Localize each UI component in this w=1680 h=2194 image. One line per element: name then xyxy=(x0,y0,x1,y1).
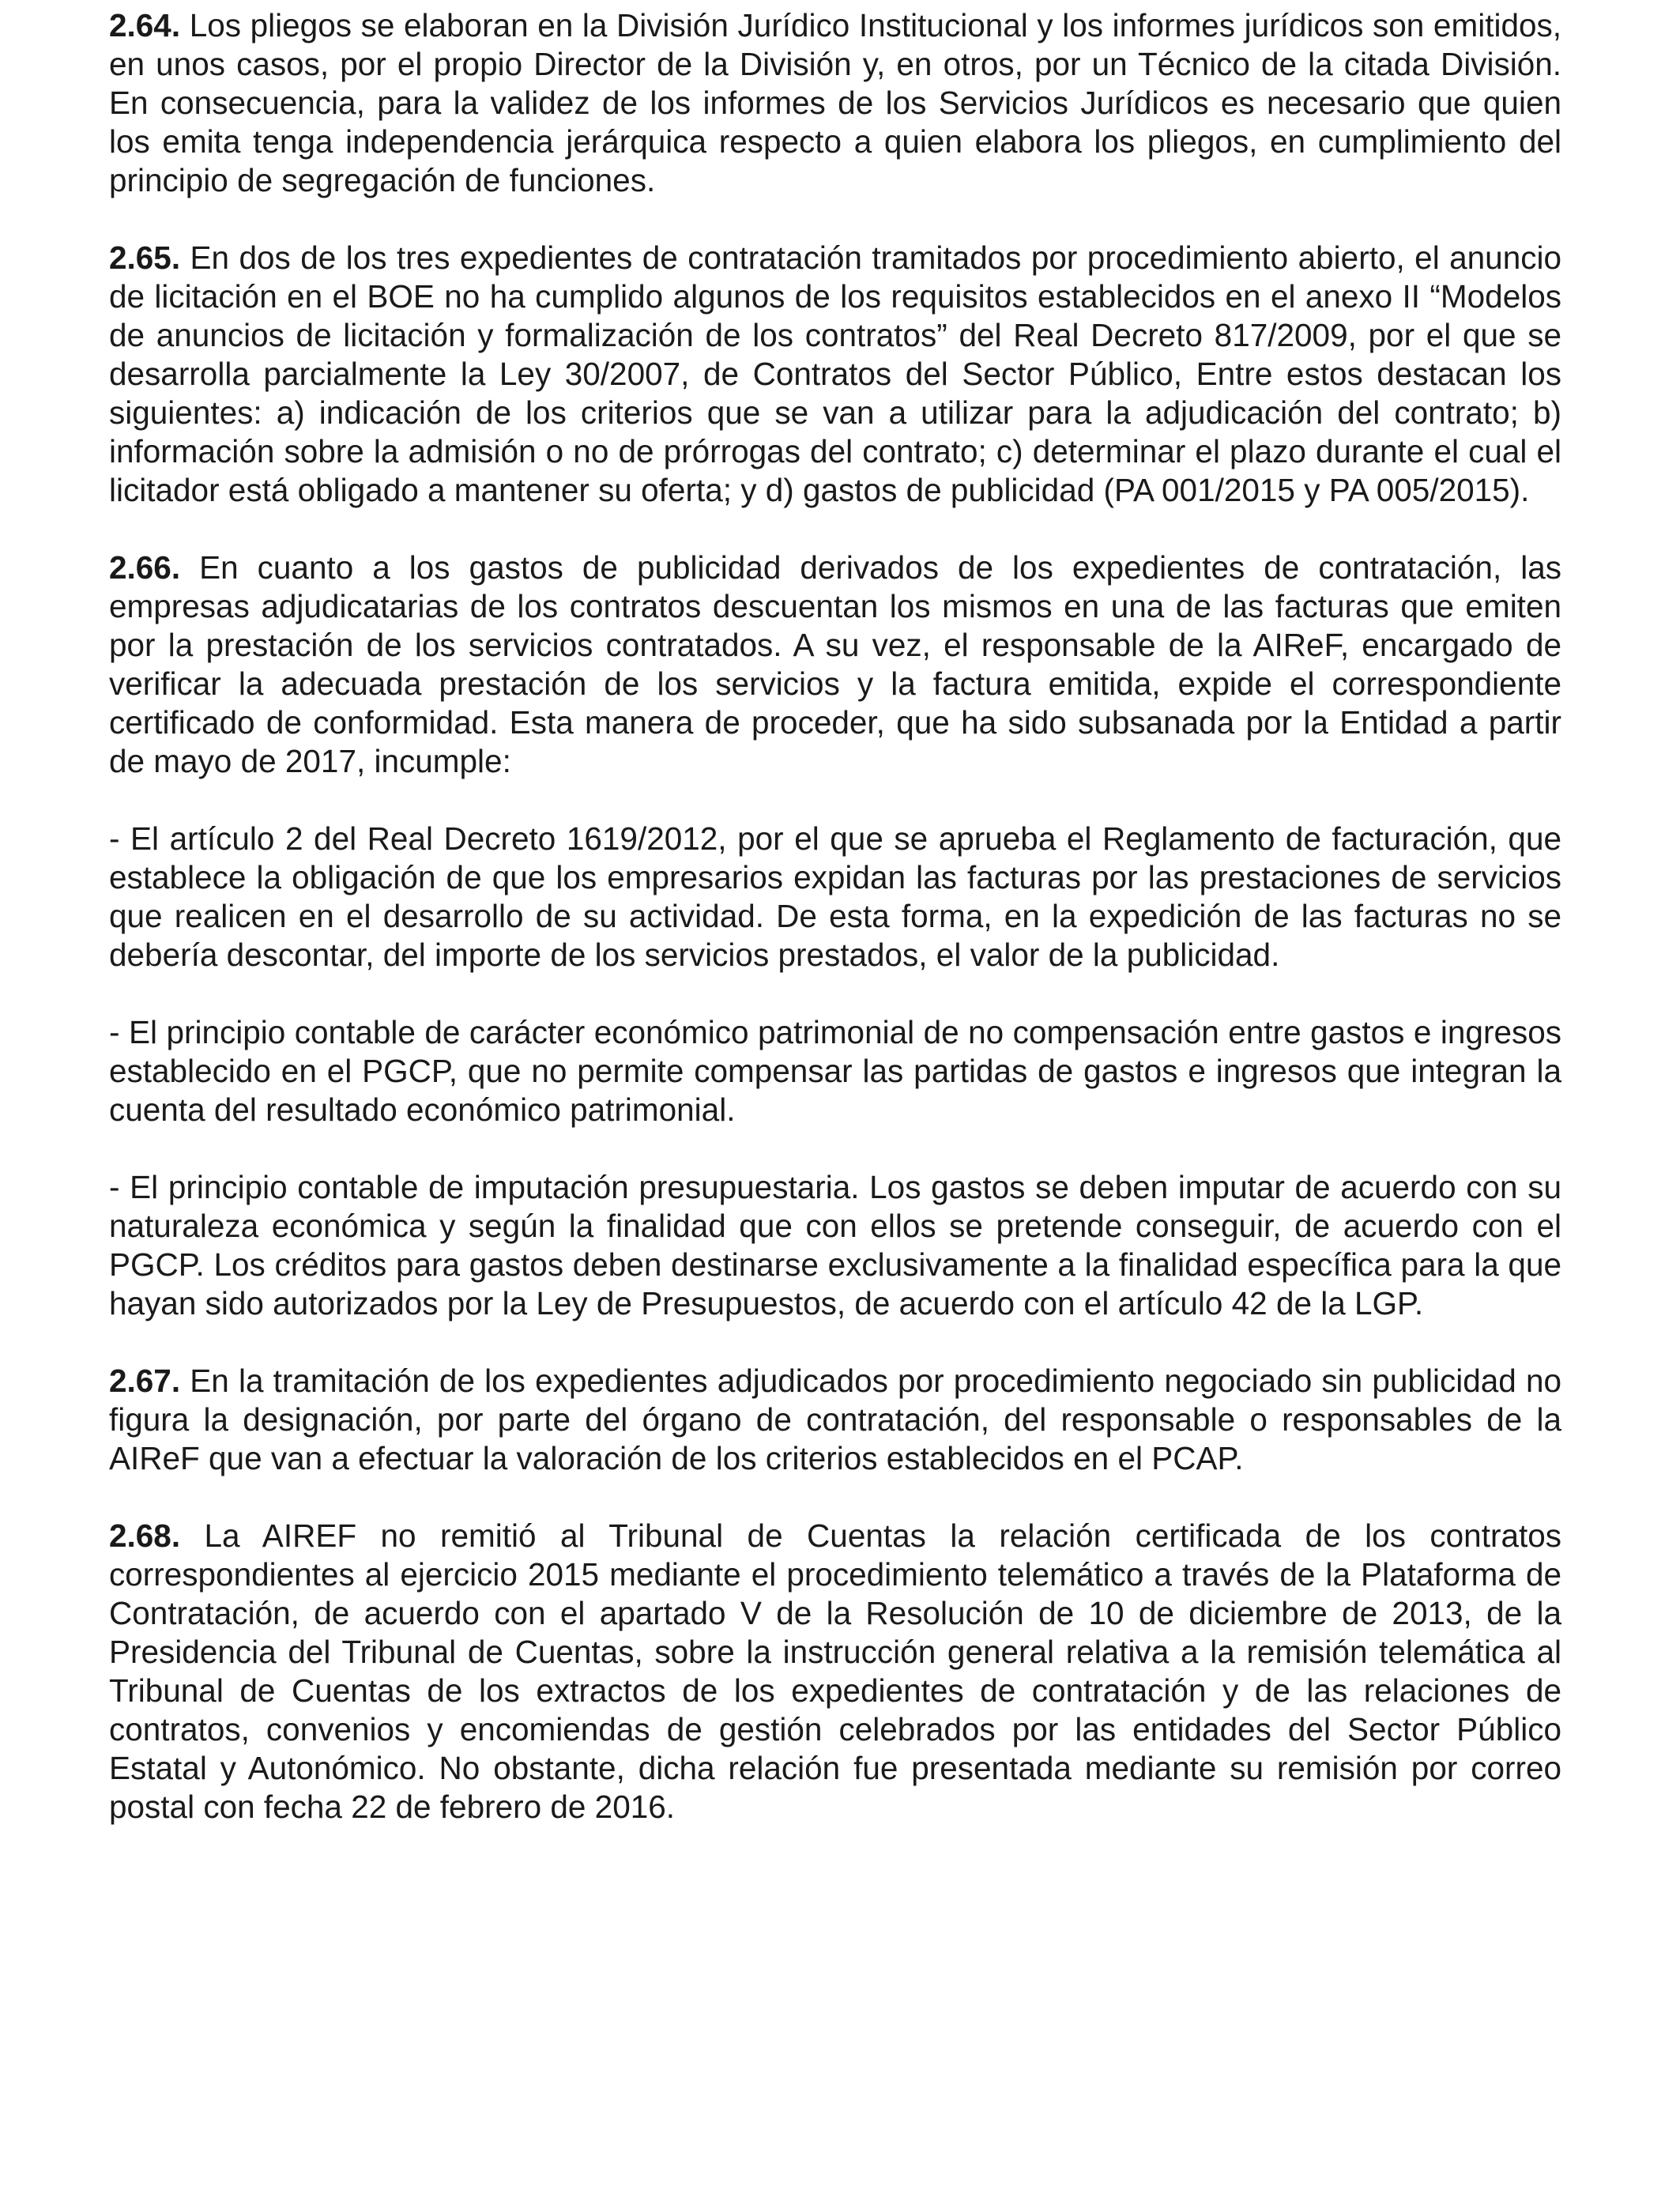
paragraph-2-65 xyxy=(109,239,1561,510)
paragraph-2-67 xyxy=(109,1362,1561,1478)
paragraph-text: En cuanto a los gastos de publicidad derivados de los expedientes de contratación, las empresas adjudicatarias de los contratos descuentan los mismos en una de las facturas que emiten por la prestación de los servicios contratados. A su vez, el responsable de la AIReF, encargado de verificar la adecuada prestación de los servicios y la factura emitida, expide el correspondiente certificado de conformidad. Esta manera de proceder, que ha sido subsanada por la Entidad a partir de mayo de 2017, incumple: xyxy=(109,549,1561,779)
paragraph-text: Los pliegos se elaboran en la División Jurídico Institucional y los informes jurídicos son emitidos, en unos casos, por el propio Director de la División y, en otros, por un Técnico de la citada División. En consecuencia, para la validez de los informes de los Servicios Jurídicos es necesario que quien los emita tenga independencia jerárquica respecto a quien elabora los pliegos, en cumplimiento del principio de segregación de funciones. xyxy=(109,7,1561,198)
bullet-item: - El principio contable de imputación presupuestaria. Los gastos se deben imputar de acuerdo con su naturaleza económica y según la finalidad que con ellos se pretende conseguir, de acuerdo con el PGCP. Los créditos para gastos deben destinarse exclusivamente a la finalidad específica para la que hayan sido autorizados por la Ley de Presupuestos, de acuerdo con el artículo 42 de la LGP. xyxy=(109,1169,1561,1321)
paragraph-2-66 xyxy=(109,548,1561,781)
document-page xyxy=(109,6,1561,1865)
paragraph-text: En la tramitación de los expedientes adjudicados por procedimiento negociado sin publicidad no figura la designación, por parte del órgano de contratación, del responsable o responsables de la AIReF que van a efectuar la valoración de los criterios establecidos en el PCAP. xyxy=(109,1363,1561,1476)
paragraph-number: 2.65. xyxy=(109,239,181,276)
paragraph-2-64 xyxy=(109,6,1561,200)
paragraph-number: 2.66. xyxy=(109,549,181,586)
paragraph-number: 2.68. xyxy=(109,1517,181,1554)
paragraph-2-68 xyxy=(109,1517,1561,1826)
bullet-item: - El artículo 2 del Real Decreto 1619/2012, por el que se aprueba el Reglamento de facturación, que establece la obligación de que los empresarios expidan las facturas por las prestaciones de servicios que realicen en el desarrollo de su actividad. De esta forma, en la expedición de las facturas no se debería descontar, del importe de los servicios prestados, el valor de la publicidad. xyxy=(109,820,1561,973)
paragraph-text: En dos de los tres expedientes de contratación tramitados por procedimiento abierto, el anuncio de licitación en el BOE no ha cumplido algunos de los requisitos establecidos en el anexo II “Modelos de anuncios de licitación y formalización de los contratos” del Real Decreto 817/2009, por el que se desarrolla parcialmente la Ley 30/2007, de Contratos del Sector Público, Entre estos destacan los siguientes: a) indicación de los criterios que se van a utilizar para la adjudicación del contrato; b) información sobre la admisión o no de prórrogas del contrato; c) determinar el plazo durante el cual el licitador está obligado a mantener su oferta; y d) gastos de publicidad (PA 001/2015 y PA 005/2015). xyxy=(109,239,1561,508)
paragraph-number: 2.64. xyxy=(109,7,181,43)
bullet-item: - El principio contable de carácter económico patrimonial de no compensación entre gastos e ingresos establecido en el PGCP, que no permite compensar las partidas de gastos e ingresos que integran la cuenta del resultado económico patrimonial. xyxy=(109,1014,1561,1128)
paragraph-number: 2.67. xyxy=(109,1363,181,1399)
paragraph-text: La AIREF no remitió al Tribunal de Cuentas la relación certificada de los contratos correspondientes al ejercicio 2015 mediante el procedimiento telemático a través de la Plataforma de Contratación, de acuerdo con el apartado V de la Resolución de 10 de diciembre de 2013, de la Presidencia del Tribunal de Cuentas, sobre la instrucción general relativa a la remisión telemática al Tribunal de Cuentas de los extractos de los expedientes de contratación y de las relaciones de contratos, convenios y encomiendas de gestión celebrados por las entidades del Sector Público Estatal y Autonómico. No obstante, dicha relación fue presentada mediante su remisión por correo postal con fecha 22 de febrero de 2016. xyxy=(109,1517,1561,1825)
